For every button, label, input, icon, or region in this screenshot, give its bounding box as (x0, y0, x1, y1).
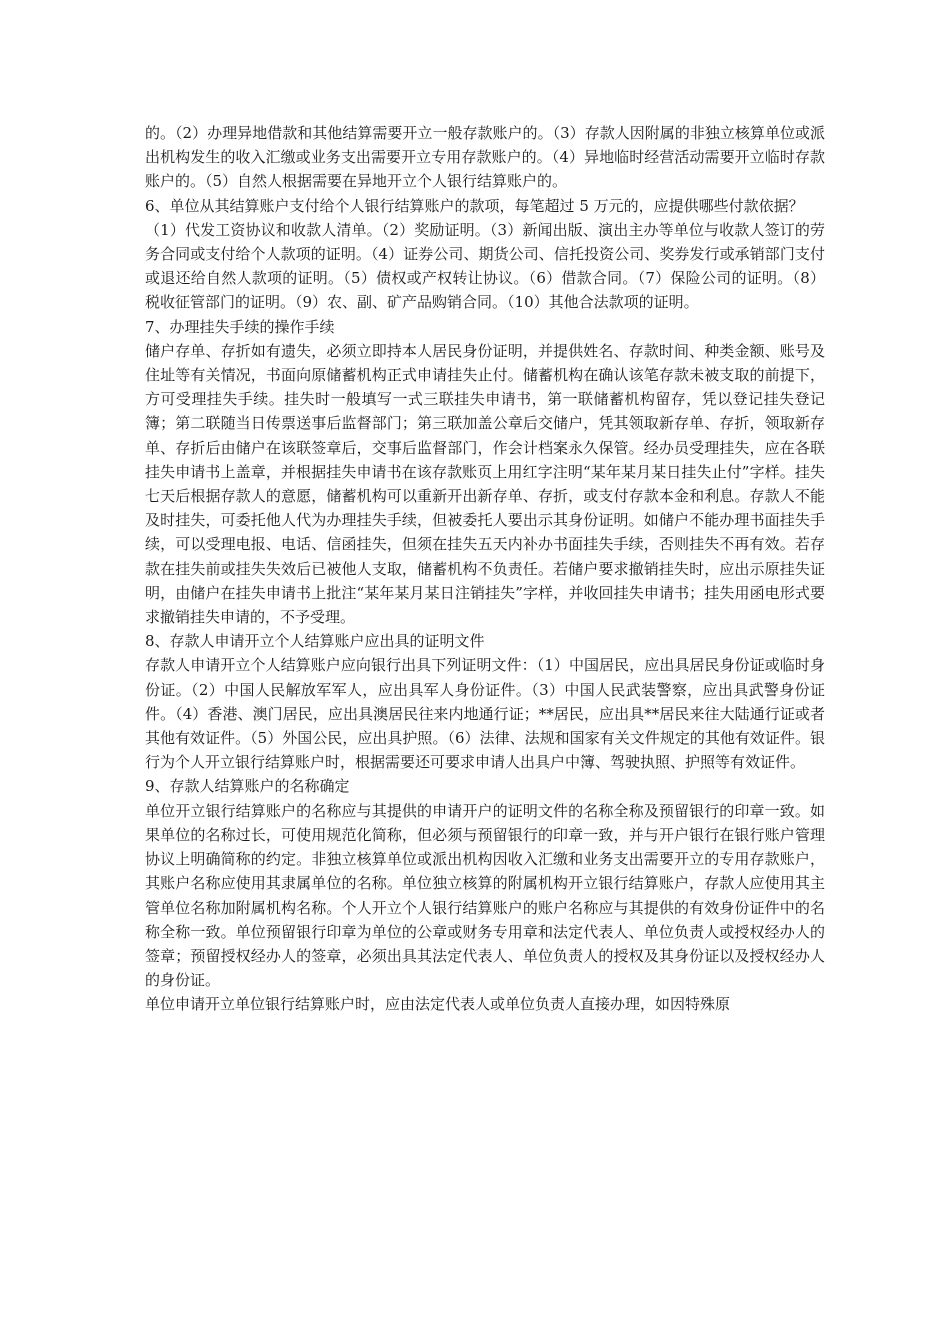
document-body (145, 121, 825, 1017)
section-9-body: 单位开立银行结算账户的名称应与其提供的申请开户的证明文件的名称全称及预留银行的印章一致。如果单位的名称过长，可使用规范化简称，但必须与预留银行的印章一致，并与开户银行在银行账户管理协议上明确简称的约定。非独立核算单位或派出机构因收入汇缴和业务支出需要开立的专用存款账户，其账户名称应使用其隶属单位的名称。单位独立核算的附属机构开立银行结算账户，存款人应使用其主管单位名称加附属机构名称。个人开立个人银行结算账户的账户名称应与其提供的有效身份证件中的名称全称一致。单位预留银行印章为单位的公章或财务专用章和法定代表人、单位负责人或授权经办人的签章；预留授权经办人的签章，必须出具其法定代表人、单位负责人的授权及其身份证以及授权经办人的身份证。 (145, 801, 825, 990)
section-6-heading: 6、单位从其结算账户支付给个人银行结算账户的款项，每笔超过 5 万元的，应提供哪些付款依据？ (145, 196, 804, 215)
paragraph-continuation: 的。（2）办理异地借款和其他结算需要开立一般存款账户的。（3）存款人因附属的非独立核算单位或派出机构发生的收入汇缴或业务支出需要开立专用存款账户的。（4）异地临时经营活动需要开立临时存款账户的。（5）自然人根据需要在异地开立个人银行结算账户的。 (145, 124, 825, 191)
section-6-body: （1）代发工资协议和收款人清单。（2）奖励证明。（3）新闻出版、演出主办等单位与收款人签订的劳务合同或支付给个人款项的证明。（4）证券公司、期货公司、信托投资公司、奖券发行或承销部门支付或退还给自然人款项的证明。（5）债权或产权转让协议。（6）借款合同。（7）保险公司的证明。（8）税收征管部门的证明。（9）农、副、矿产品购销合同。（10）其他合法款项的证明。 (145, 220, 825, 312)
section-8-body: 存款人申请开立个人结算账户应向银行出具下列证明文件：（1）中国居民，应出具居民身份证或临时身份证。（2）中国人民解放军军人，应出具军人身份证件。（3）中国人民武装警察，应出具武警身份证件。（4）香港、澳门居民，应出具澳居民往来内地通行证；**居民，应出具**居民来往大陆通行证或者其他有效证件。（5）外国公民，应出具护照。（6）法律、法规和国家有关文件规定的其他有效证件。银行为个人开立银行结算账户时，根据需要还可要求申请人出具户中簿、驾驶执照、护照等有效证件。 (145, 656, 825, 772)
section-7-body: 储户存单、存折如有遗失，必须立即持本人居民身份证明，并提供姓名、存款时间、种类金额、账号及住址等有关情况，书面向原储蓄机构正式申请挂失止付。储蓄机构在确认该笔存款未被支取的前提下，方可受理挂失手续。挂失时一般填写一式三联挂失申请书，第一联储蓄机构留存，凭以登记挂失登记簿；第二联随当日传票送事后监督部门；第三联加盖公章后交储户，凭其领取新存单、存折，领取新存单、存折后由储户在该联签章后，交事后监督部门，作会计档案永久保管。经办员受理挂失，应在各联挂失申请书上盖章，并根据挂失申请书在该存款账页上用红字注明“某年某月某日挂失止付”字样。挂失七天后根据存款人的意愿，储蓄机构可以重新开出新存单、存折，或支付存款本金和利息。存款人不能及时挂失，可委托他人代为办理挂失手续，但被委托人要出示其身份证明。如储户不能办理书面挂失手续，可以受理电报、电话、信函挂失，但须在挂失五天内补办书面挂失手续，否则挂失不再有效。若存款在挂失前或挂失失效后已被他人支取，储蓄机构不负责任。若储户要求撤销挂失时，应出示原挂失证明，由储户在挂失申请书上批注“某年某月某日注销挂失”字样，并收回挂失申请书；挂失用函电形式要求撤销挂失申请的，不予受理。 (145, 341, 825, 627)
section-7-heading: 7、办理挂失手续的操作手续 (145, 317, 335, 336)
section-9-heading: 9、存款人结算账户的名称确定 (145, 777, 350, 796)
section-9-body-continued: 单位申请开立单位银行结算账户时，应由法定代表人或单位负责人直接办理，如因特殊原 (145, 995, 731, 1014)
section-8-heading: 8、存款人申请开立个人结算账户应出具的证明文件 (145, 632, 485, 651)
